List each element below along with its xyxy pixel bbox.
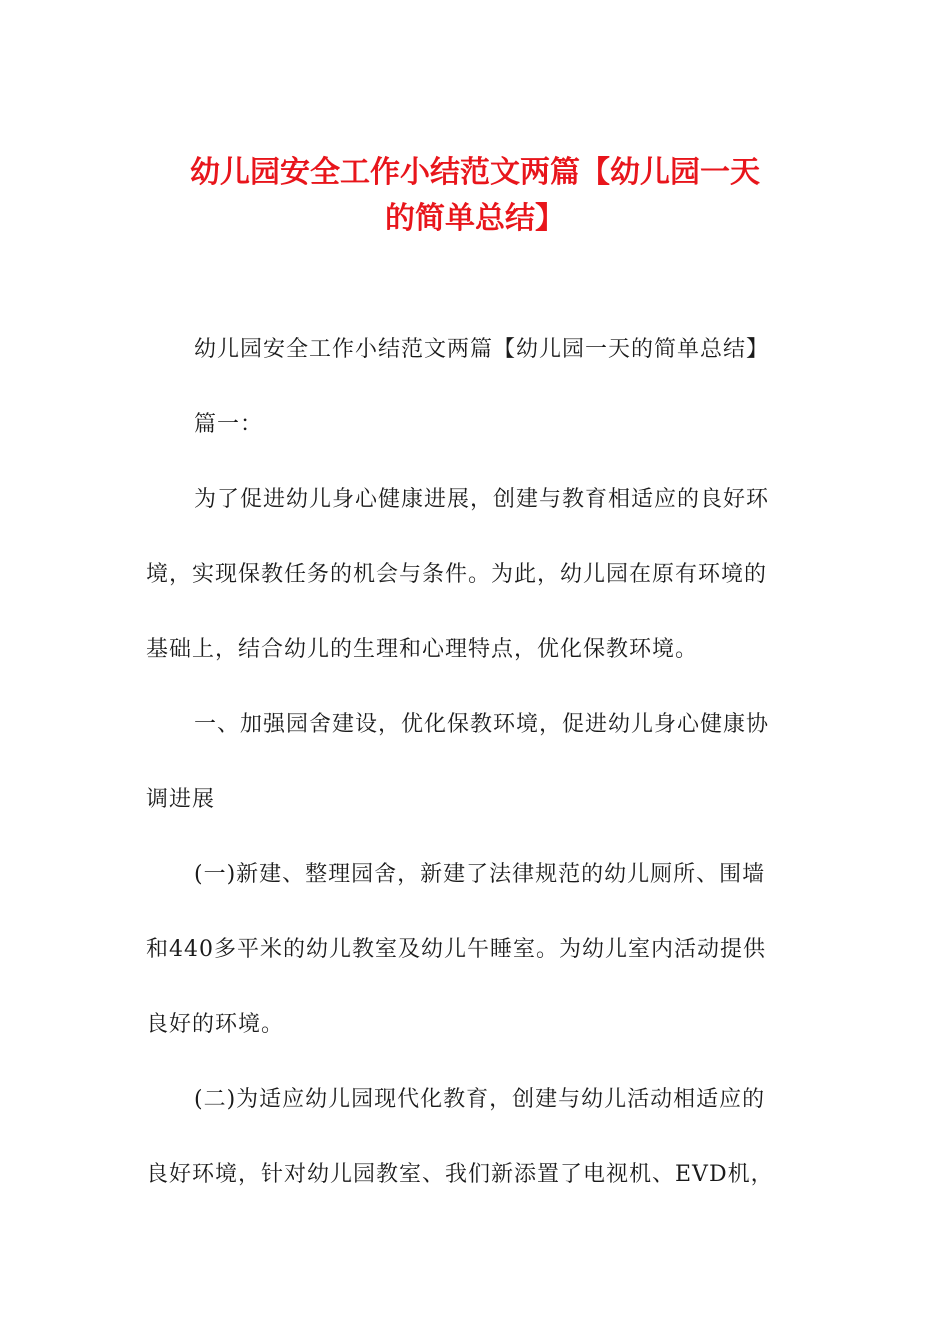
paragraph-item-one	[146, 856, 796, 1044]
paragraph-line: (二)为适应幼儿园现代化教育，创建与幼儿活动相适应的	[194, 1087, 766, 1112]
paragraph-line: 幼儿园安全工作小结范文两篇【幼儿园一天的简单总结】	[194, 337, 770, 362]
paragraph-line: 为了促进幼儿身心健康进展，创建与教育相适应的良好环	[194, 487, 770, 512]
paragraph-line: 篇一：	[194, 412, 264, 437]
paragraph-line: 基础上，结合幼儿的生理和心理特点，优化保教环境。	[146, 637, 699, 662]
paragraph-line: 调进展	[146, 787, 216, 812]
paragraph-line: 境，实现保教任务的机会与条件。为此，幼儿园在原有环境的	[146, 562, 768, 587]
paragraph-section-one	[146, 706, 796, 819]
paragraph-line: (一)新建、整理园舍，新建了法律规范的幼儿厕所、围墙	[194, 862, 766, 887]
paragraph-line: 良好的环境。	[146, 1012, 285, 1037]
paragraph-subtitle	[146, 331, 796, 369]
paragraph-item-two	[146, 1081, 796, 1194]
paragraph-line: 和440多平米的幼儿教室及幼儿午睡室。为幼儿室内活动提供	[146, 937, 766, 962]
paragraph-intro	[146, 481, 796, 669]
paragraph-part-one	[146, 406, 796, 444]
title-line-1: 幼儿园安全工作小结范文两篇【幼儿园一天	[190, 155, 760, 190]
paragraph-line: 良好环境，针对幼儿园教室、我们新添置了电视机、EVD机，	[146, 1162, 774, 1187]
paragraph-line: 一、加强园舍建设，优化保教环境，促进幼儿身心健康协	[194, 712, 770, 737]
document-title	[0, 150, 950, 242]
document-body	[146, 331, 796, 1231]
title-line-2: 的简单总结】	[385, 201, 565, 236]
